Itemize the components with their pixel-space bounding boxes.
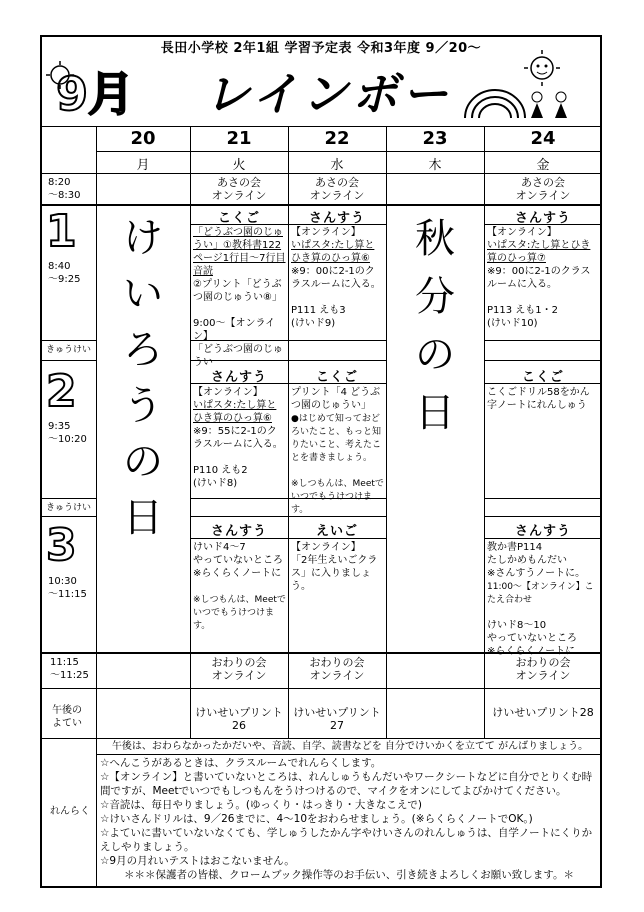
contact-note: ＊＊＊保護者の皆様、クロームブック操作等のお手伝い、引き続きよろしくお願い致します。＊ (124, 869, 574, 881)
date-wed: 22 (324, 128, 350, 149)
wed-p2-line3: ※しつもんは、Meetでいつでもうけつけます。 (291, 479, 384, 515)
grid-line (40, 688, 602, 689)
grid-line (96, 151, 602, 152)
contact-note: ☆音読は、毎日やりましょう。(ゆっくり・はっきり・大きなこえで) (100, 799, 422, 811)
holiday-thursday: 秋分の日 (415, 216, 455, 436)
tue-p2-line3: ※9：55に2-1のクラスルームに入る。 (193, 426, 283, 450)
fri-p1-line1: 【オンライン】 (487, 227, 557, 238)
time-period-3: 10:30 ～11:15 (48, 576, 87, 600)
fri-p1-text (487, 226, 599, 330)
weekday-thu: 木 (428, 158, 442, 173)
period-2-icon: 2 (46, 366, 77, 417)
time-period-1: 8:40 ～9:25 (48, 261, 81, 285)
afternoon-note: 午後は、おわらなかったかだいや、音読、自学、読書などを 自分でけいかくを立てて がんばりましょう。 (111, 741, 589, 752)
grid-line (190, 538, 288, 539)
grid-line (288, 383, 386, 384)
grid-line (40, 340, 96, 341)
tue-p3-line2: ※しつもんは、Meetでいつでもうけつけます。 (193, 595, 286, 631)
fri-p2-subject: こくご (521, 370, 564, 385)
tue-p2-text (193, 386, 286, 490)
afternoon-label: 午後の よてい (52, 705, 82, 729)
wed-p1-line4: P111 えも3 (けいド9) (291, 305, 346, 329)
fri-p3-text (487, 541, 599, 658)
end-event-fri: おわりの会 オンライン (515, 656, 571, 682)
fri-p1-line2: いぱスタ:たし算とひき算のひっ算⑦ (487, 240, 591, 264)
wed-p2-line2: ●はじめて知っておどろいたこと、もっと知りたいこと、考えたことを書きましょう。 (291, 414, 382, 463)
wed-p2-text (291, 386, 384, 516)
break-label-2: きゅうけい (46, 503, 92, 513)
grid-line (40, 173, 602, 174)
end-event-tue: おわりの会 オンライン (211, 656, 267, 682)
date-mon: 20 (130, 128, 156, 149)
contact-note: ☆9月の月れいテストはおこないません。 (100, 855, 295, 867)
afternoon-fri: けいせいプリント28 (492, 706, 594, 719)
wed-p3-line1: 【オンライン】 (291, 542, 361, 553)
children-icon (525, 90, 575, 120)
class-name-banner: レインボー (204, 67, 452, 121)
wed-p2-line1: プリント「4 どうぶつ園のじゅうい」 (291, 387, 381, 411)
wed-p3-line2: 「2年生えいごクラス」に入りましょう。 (291, 555, 378, 592)
grid-line (40, 204, 602, 206)
date-fri: 24 (530, 128, 556, 149)
period-3-icon: 3 (46, 520, 77, 571)
weekday-wed: 水 (330, 158, 344, 173)
wed-p1-line3: ※9：00に2-1のクラスルームに入る。 (291, 266, 381, 290)
page-title: 長田小学校 2年1組 学習予定表 令和3年度 9／20～ (160, 41, 482, 56)
tue-p3-line1: けいド4～7 やっていないところ ※らくらくノートに (193, 542, 283, 579)
date-thu: 23 (422, 128, 448, 149)
sun-icon (45, 60, 75, 90)
morning-event-fri: あさの会 オンライン (515, 176, 571, 202)
contact-note: ☆へんこうがあるときは、クラスルームでれんらくします。 (100, 757, 382, 769)
tue-p1-line2: ②プリント「どうぶつ園のじゅうい⑧」 (193, 279, 282, 303)
month-banner: 9月 (56, 67, 135, 121)
contact-note: ☆けいさんドリルは、9／26までに、4～10をおわらせましょう。(※らくらくノートでOK。) (100, 813, 533, 825)
holiday-monday: けいろうの日 (123, 215, 163, 541)
grid-line (484, 340, 602, 341)
grid-line (484, 538, 602, 539)
morning-event-wed: あさの会 オンライン (309, 176, 365, 202)
weekday-mon: 月 (136, 158, 150, 173)
fri-p1-line3: ※9：00に2-1のクラスルームに入る。 (487, 266, 591, 290)
weekday-tue: 火 (232, 158, 246, 173)
contact-note: ☆よていに書いていないなくても、学しゅうしたかん字やけいさんのれんしゅうは、自学ノートにくりかえしやりましょう。 (100, 827, 593, 853)
fri-p3-line2: 11:00～【オンライン】こたえ合わせ (487, 582, 594, 605)
tue-p1-line1: 「どうぶつ園のじゅうい」①教科書122ページ1行目～7行目音読 (193, 227, 286, 277)
grid-line (288, 538, 386, 539)
wed-p1-line1: 【オンライン】 (291, 227, 361, 238)
time-period-2: 9:35 ～10:20 (48, 421, 87, 445)
tue-p2-subject: さんすう (210, 370, 267, 385)
tue-p3-text (193, 541, 286, 632)
contact-notes (100, 756, 598, 882)
grid-line (40, 498, 96, 499)
tue-p2-line1: 【オンライン】 (193, 387, 263, 398)
wed-p3-subject: えいご (315, 524, 358, 539)
grid-line (40, 126, 602, 127)
wed-p3-text (291, 541, 384, 593)
grid-line (40, 738, 602, 739)
tue-p1-text (193, 226, 286, 369)
wed-p1-text (291, 226, 384, 330)
tue-p1-line4: 「どうぶつ園のじゅうい (193, 344, 283, 368)
grid-line (96, 754, 602, 755)
fri-p2-text: こくごドリル58をかん字ノートにれんしゅう (487, 387, 590, 411)
grid-line (484, 516, 602, 517)
grid-line (190, 224, 288, 225)
break-label-1: きゅうけい (46, 345, 92, 355)
grid-line (96, 126, 97, 888)
fri-p1-subject: さんすう (514, 211, 571, 226)
rainbow-icon (460, 80, 530, 120)
grid-line (484, 360, 602, 361)
fri-p3-line1: 教か書P114 たしかめもんだい ※さんすうノートに。 (487, 542, 586, 579)
grid-line (40, 516, 96, 517)
wed-p2-subject: こくご (315, 370, 358, 385)
tue-p3-subject: さんすう (210, 524, 267, 539)
grid-line (288, 224, 386, 225)
fri-p3-line3: けいド8～10 やっていないところ ※らくらくノートに (487, 620, 577, 657)
period-1-icon: 1 (46, 206, 77, 257)
grid-line (40, 360, 96, 361)
time-end: 11:15 ～11:25 (50, 657, 89, 681)
time-morning: 8:20 ～8:30 (48, 177, 81, 201)
fri-p1-line4: P113 えも1・2 (けいド10) (487, 305, 559, 329)
contact-note: ☆【オンライン】と書いていないところは、れんしゅうもんだいやワークシートなどに自分でとりくむ時間ですが、Meetでいつでもしつもんをうけつけるので、マイクをオンにしてよびかけてください。 (100, 771, 593, 797)
grid-line (386, 126, 387, 738)
date-tue: 21 (226, 128, 252, 149)
wed-p1-line2: いぱスタ:たし算とひき算のひっ算⑥ (291, 240, 375, 264)
contact-label: れんらく (50, 806, 90, 817)
afternoon-wed: けいせいプリント27 (293, 706, 381, 732)
grid-line (484, 383, 602, 384)
morning-event-tue: あさの会 オンライン (211, 176, 267, 202)
grid-line (484, 498, 602, 499)
tue-p1-subject: こくご (217, 211, 260, 226)
sun-face-icon (522, 48, 562, 88)
tue-p2-line2: いぱスタ:たし算とひき算のひっ算⑥ (193, 400, 277, 424)
end-event-wed: おわりの会 オンライン (309, 656, 365, 682)
grid-line (190, 383, 288, 384)
afternoon-tue: けいせいプリント26 (195, 706, 283, 732)
tue-p1-line3: 9:00～【オンライン】 (193, 318, 276, 342)
weekday-fri: 金 (536, 158, 550, 173)
grid-line (484, 224, 602, 225)
wed-p1-subject: さんすう (308, 211, 365, 226)
tue-p2-line4: P110 えも2 (けいド8) (193, 465, 248, 489)
fri-p3-subject: さんすう (514, 524, 571, 539)
